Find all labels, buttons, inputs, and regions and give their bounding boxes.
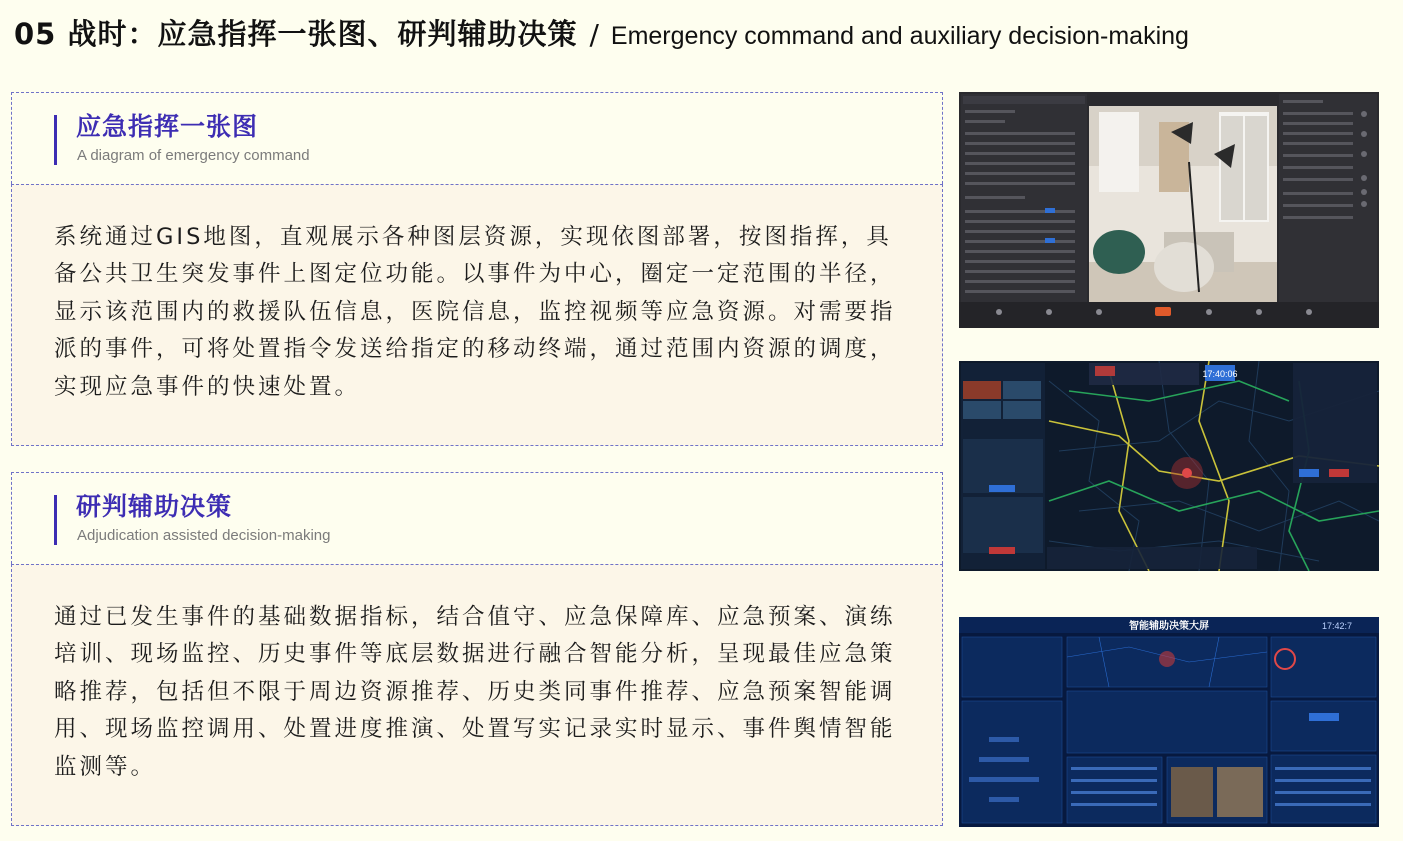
section-emergency-command — [11, 92, 943, 446]
page-title-cn: 05 战时：应急指挥一张图、研判辅助决策 — [14, 17, 578, 51]
gis-map-screenshot — [959, 361, 1379, 571]
section-accent-bar — [54, 495, 57, 545]
section-text: 系统通过GIS地图，直观展示各种图层资源，实现依图部署，按图指挥，具备公共卫生突发事件上图定位功能。以事件为中心，圈定一定范围的半径，显示该范围内的救援队伍信息，医院信息，监控视频等应急资源。对需要指派的事件，可将处置指令发送给指定的移动终端，通过范围内资源的调度，实现应急事件的快速处置。 — [54, 224, 896, 400]
section-text: 通过已发生事件的基础数据指标，结合值守、应急保障库、应急预案、演练培训、现场监控、历史事件等底层数据进行融合智能分析，呈现最佳应急策略推荐，包括但不限于周边资源推荐、历史类同事件推荐、应急预案智能调用、现场监控调用、处置进度推演、处置写实记录实时显示、事件舆情智能监测等。 — [54, 604, 896, 780]
section-title-en: A diagram of emergency command — [77, 147, 310, 164]
section-header — [11, 472, 943, 564]
video-conference-screenshot — [959, 92, 1379, 328]
page-title — [14, 12, 1189, 54]
section-header — [11, 92, 943, 184]
section-accent-bar — [54, 115, 57, 165]
section-title-cn: 研判辅助决策 — [76, 492, 233, 521]
page-title-separator: / — [589, 18, 599, 51]
section-body — [11, 184, 943, 446]
page-title-en: Emergency command and auxiliary decision-making — [610, 22, 1189, 50]
dashboard-clock: 17:42:7 — [1321, 621, 1353, 631]
section-decision-making — [11, 472, 943, 826]
map-clock: 17:40:06 — [1202, 369, 1238, 379]
section-title-en: Adjudication assisted decision-making — [77, 527, 331, 544]
section-body — [11, 564, 943, 826]
dashboard-title: 智能辅助决策大屏 — [1129, 621, 1209, 632]
section-title-cn: 应急指挥一张图 — [76, 112, 259, 141]
decision-dashboard-screenshot — [959, 617, 1379, 827]
